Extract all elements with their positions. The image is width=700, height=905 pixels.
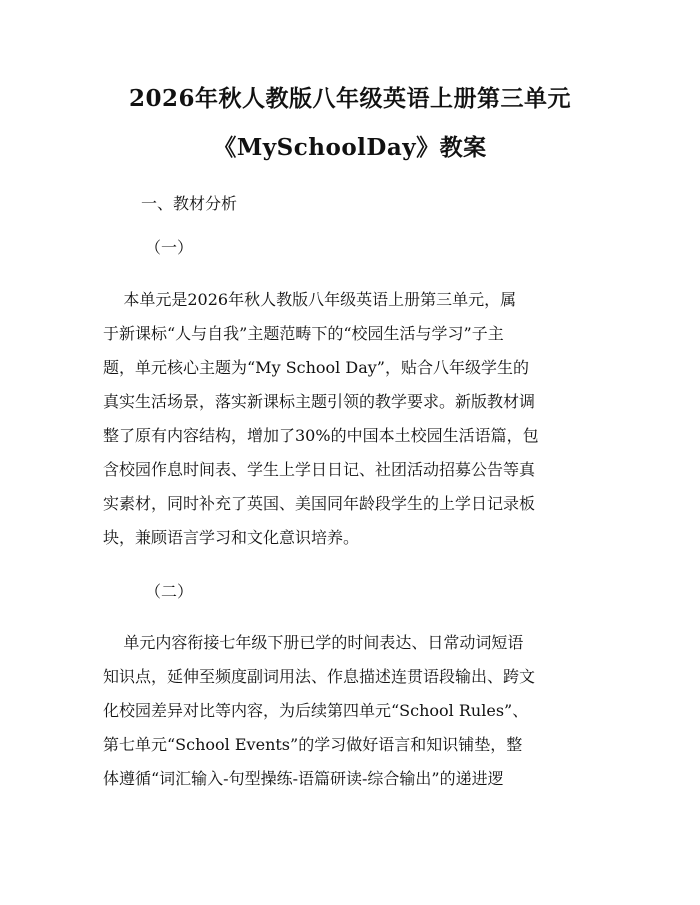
document-title-line-1: 2026年秋人教版八年级英语上册第三单元 [128, 85, 571, 112]
paragraph-line: 整了原有内容结构，增加了30%的中国本土校园生活语篇，包 [103, 426, 539, 445]
paragraph-line: 于新课标“人与自我”主题范畴下的“校园生活与学习”子主 [103, 324, 504, 343]
paragraph-line: 题，单元核心主题为“My School Day”，贴合八年级学生的 [103, 358, 529, 377]
paragraph-line: 单元内容衔接七年级下册已学的时间表达、日常动词短语 [103, 633, 524, 652]
paragraph-line: 真实生活场景，落实新课标主题引领的教学要求。新版教材调 [103, 392, 536, 411]
subsection-heading-1: （一） [145, 238, 194, 257]
paragraph-1 [103, 283, 595, 555]
subsection-heading-2: （二） [145, 582, 194, 601]
paragraph-line: 含校园作息时间表、学生上学日日记、社团活动招募公告等真 [103, 460, 536, 479]
section-heading: 一、教材分析 [141, 194, 238, 213]
document-title-line-2: 《MySchoolDay》教案 [213, 134, 487, 161]
paragraph-line: 块，兼顾语言学习和文化意识培养。 [103, 528, 360, 547]
paragraph-line: 实素材，同时补充了英国、美国同年龄段学生的上学日记录板 [103, 494, 536, 513]
paragraph-line: 体遵循“词汇输入-句型操练-语篇研读-综合输出”的递进逻 [103, 769, 504, 788]
paragraph-line: 化校园差异对比等内容，为后续第四单元“School Rules”、 [103, 701, 529, 720]
paragraph-2 [103, 626, 595, 796]
paragraph-line: 本单元是2026年秋人教版八年级英语上册第三单元，属 [103, 290, 517, 309]
paragraph-line: 第七单元“School Events”的学习做好语言和知识铺垫，整 [103, 735, 523, 754]
paragraph-line: 知识点，延伸至频度副词用法、作息描述连贯语段输出、跨文 [103, 667, 536, 686]
